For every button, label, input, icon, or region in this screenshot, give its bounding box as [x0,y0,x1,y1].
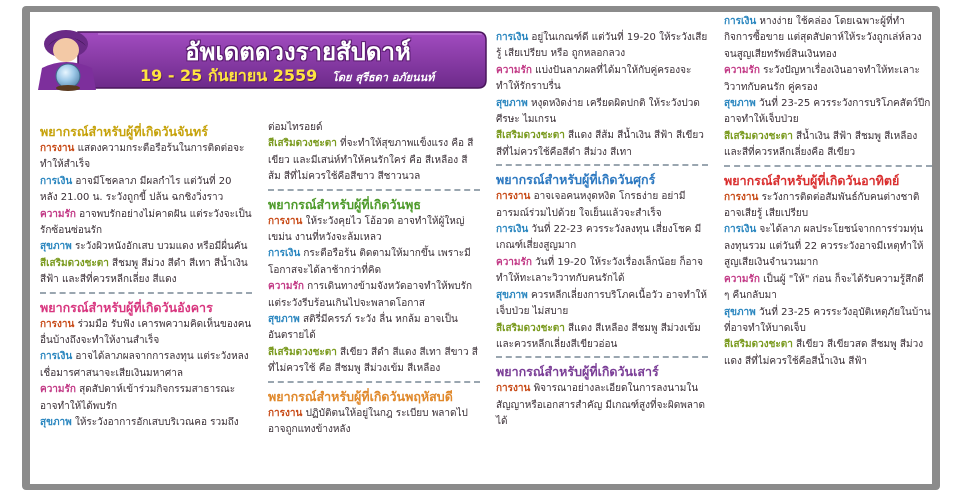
monday-luck [40,256,252,289]
wednesday-work-text: ให้ระวังคุยไว โอ้อวด อาจทำให้ผู้ใหญ่เขม่น งานที่หวังจะล้มเหลว [268,215,465,244]
monday-finance [40,174,252,207]
friday-luck-text: สีแดง สีเหลือง สีชมพู สีม่วงเข้ม และควรหลีกเลี่ยงสีเขียวอ่อน [496,322,701,350]
friday-love-text: วันที่ 19-20 ให้ระวังเรื่องเล็กน้อย ก็อาจทำให้ทะเลาะวิวาทกับคนรักได้ [496,256,703,285]
wednesday-health [268,312,480,345]
sunday-finance [724,222,932,271]
sunday-health-text: วันที่ 23-25 ควรระวังอุบัติเหตุภัยในบ้านที่อาจทำให้บาดเจ็บ [724,306,931,334]
wednesday-finance-text: กระตือรือร้น ติดตามให้มากขึ้น เพราะมีโอกาสจะได้ลาช้ากว่าที่คิด [268,248,471,276]
sunday-love-text: เป็นผู้ "ให้" ก่อน ก็จะได้รับความรู้สึกดี ๆ คืนกลับมา [724,273,924,302]
sunday-finance-text: จะได้ลาภ ผลประโยชน์จากการร่วมทุ่น ลงทุนรวม แต่วันที่ 22 ควรระวังอาจมีเหตุทำให้สูญเสียเงินจำนวนมาก [724,224,924,269]
love-label: ความรัก [496,256,532,268]
thursday-health [496,96,708,129]
finance-label: การเงิน [496,32,529,43]
monday-finance-text: อาจมีโชคลาภ มีผลกำไร แต่วันที่ 20 หลัง 21.00 น. ระวังถูกขี้ ปล้น ฉกชิงวิ่งราว [40,175,232,204]
saturday-work [496,381,708,430]
wednesday-luck [268,345,480,378]
column-2 [268,120,480,439]
saturday-health [724,96,932,129]
section-title-tuesday: พยากรณ์สำหรับผู้ที่เกิดวันอังคาร [40,299,213,315]
love-label: ความรัก [724,65,760,77]
friday-luck [496,321,708,354]
luck-label: สีเสริมดวงชะตา [268,346,337,358]
thursday-work-text: ปฏิบัติตนให้อยู่ในกฎ ระเบียบ พลาดไปอาจถูกแทงข้างหลัง [268,407,468,436]
divider [496,356,708,358]
saturday-finance-text: หางง่าย ใช้คล่อง โดยเฉพาะผู้ที่ทำกิจการซื้อขาย แต่สุดสัปดาห์ให้ระวังถูกเล่ห์ลวงจนสูญเสียทรัพย์สินเงินทอง [724,16,922,60]
saturday-love-text: ระวังปัญหาเรื่องเงินอาจทำให้ทะเลาะวิวาทกับคนรัก คู่ครอง [724,65,920,93]
friday-health [496,288,708,321]
banner-author: โดย สุรีธดา อภัยนนท์ [332,71,435,84]
section-title-sunday: พยากรณ์สำหรับผู้ที่เกิดวันอาทิตย์ [724,172,900,188]
divider [724,165,932,167]
health-label: สุขภาพ [496,289,528,301]
tuesday-finance [40,349,252,382]
work-label: การงาน [724,191,759,203]
tuesday-health-text: ให้ระวังอาการอักเสบบริเวณคอ รวมถึง [74,417,239,429]
monday-health-text: ระวังผิวหนังอักเสบ บวมแดง หรือมีผื่นคัน [74,241,248,253]
section-title-friday: พยากรณ์สำหรับผู้ที่เกิดวันศุกร์ [496,172,656,188]
luck-label: สีเสริมดวงชะตา [496,130,565,142]
luck-label: สีเสริมดวงชะตา [724,339,793,351]
sunday-luck-text: สีเขียว สีเขียวสด สีชมพู สีม่วงแดง สีที่ไม่ควรใช้คือสีน้ำเงิน สีฟ้า [724,339,924,367]
luck-label: สีเสริมดวงชะตา [40,257,109,269]
monday-luck-text: สีชมพู สีม่วง สีดำ สีเทา สีน้ำเงิน สีฟ้า และสีที่ควรหลีกเลี่ยง สีแดง [40,257,248,286]
finance-label: การเงิน [496,224,529,236]
tuesday-love [40,382,252,415]
friday-health-text: ควรหลีกเลี่ยงการบริโภคเนื้อวัว อาจทำให้เจ็บป่วย ไม่สบาย [496,289,707,318]
monday-love-text: อาจพบรักอย่างไม่คาดฝัน แต่ระวังจะเป็นรักซ้อนซ่อนรัก [40,208,252,237]
header-banner [38,28,490,92]
section-title-monday: พยากรณ์สำหรับผู้ที่เกิดวันจันทร์ [40,124,208,139]
section-title-saturday: พยากรณ์สำหรับผู้ที่เกิดวันเสาร์ [496,364,659,380]
tuesday-luck [268,136,480,185]
tuesday-luck-text: ที่จะทำให้สุขภาพแข็งแรง คือ สีเขียว และมีเสน่ห์ทำให้คนรักใคร่ คือ สีเหลือง สีส้ม สีที่ไม่ควรใช้คือสีขาว สีชาวนวล [268,138,474,183]
thursday-work [268,406,480,439]
love-label: ความรัก [496,64,532,76]
saturday-love [724,63,932,96]
saturday-finance [724,14,932,63]
thursday-love-text: แบ่งปันลาภผลที่ได้มาให้กับคู่ครองจะทำให้รักราบรื่น [496,64,692,93]
work-label: การงาน [496,383,531,395]
tuesday-love-text: สุดสัปดาห์เข้าร่วมกิจกรรมสาธารณะอาจทำให้ได้พบรัก [40,384,236,412]
tuesday-finance-text: อาจได้ลาภผลจากการลงทุน แต่ระวังหลงเชื่อมารศาสนาจะเสียเงินมหาศาล [40,351,249,379]
tuesday-health-cont: ต่อมไทรอยด์ [268,122,323,133]
column-4 [724,14,932,370]
saturday-luck-text: สีน้ำเงิน สีฟ้า สีชมพู สีเหลือง และสีที่ควรหลีกเลี่ยงคือ สีเขียว [724,130,918,159]
divider [496,164,708,166]
friday-work [496,189,708,222]
banner-title: อัพเดตดวงรายสัปดาห์ [185,38,411,66]
section-title-thursday: พยากรณ์สำหรับผู้ที่เกิดวันพฤหัสบดี [268,388,453,404]
wednesday-love-text: การเดินทางข้ามจังหวัดอาจทำให้พบรัก แต่ระวังรีบร้อนเกินไปจะพลาดโอกาส [268,281,473,309]
thursday-luck-text: สีแดง สีส้ม สีน้ำเงิน สีฟ้า สีเขียว สีที่ไม่ควรใช้คือสีดำ สีม่วง สีเทา [496,130,704,158]
health-label: สุขภาพ [40,241,72,253]
work-label: การงาน [268,407,303,419]
tuesday-work [40,317,252,350]
tuesday-health [40,415,252,431]
finance-label: การเงิน [268,248,301,260]
saturday-luck [724,129,932,162]
monday-health [40,239,252,255]
thursday-luck [496,128,708,161]
luck-label: สีเสริมดวงชะตา [268,138,337,150]
finance-label: การเงิน [724,16,757,27]
sunday-love [724,272,932,305]
thursday-love [496,63,708,96]
sunday-work-text: ระวังการติดต่อสัมพันธ์กับคนต่างชาติ อาจเสียรู้ เสียเปรียบ [724,191,920,220]
wednesday-work [268,214,480,247]
column-1 [40,118,252,432]
wednesday-love [268,279,480,312]
monday-love [40,207,252,240]
love-label: ความรัก [268,281,304,293]
column-3 [496,30,708,431]
thursday-finance-text: อยู่ในเกณฑ์ดี แต่วันที่ 19-20 ให้ระวังเสียรู้ เสียเปรียบ หรือ ถูกหลอกลวง [496,32,708,60]
thursday-finance [496,30,708,63]
health-label: สุขภาพ [724,306,756,318]
saturday-work-text: พิจารณาอย่างละเอียดในการลงนามในสัญญาหรือเอกสารสำคัญ มีเกณฑ์สูงที่จะผิดพลาดได้ [496,383,706,428]
sunday-health [724,305,932,338]
tuesday-work-text: ร่วมมือ รับฟัง เคารพความคิดเห็นของคนอื่นบ้างถึงจะทำให้งานสำเร็จ [40,318,252,347]
work-label: การงาน [40,318,75,330]
wednesday-health-text: สติรี่มีครรภ์ ระวัง ลื่น หกล้ม อาจเป็นอันตรายได้ [268,314,458,342]
love-label: ความรัก [724,273,760,285]
health-label: สุขภาพ [724,98,756,110]
love-label: ความรัก [40,384,76,396]
work-label: การงาน [268,215,303,227]
divider [268,189,480,191]
work-label: การงาน [40,143,75,154]
wednesday-finance [268,246,480,279]
love-label: ความรัก [40,208,76,220]
fortune-teller-icon [32,28,112,92]
finance-label: การเงิน [40,175,73,187]
sunday-luck [724,337,932,370]
thursday-health-text: หงุดหงิดง่าย เครียดผิดปกติ ให้ระวังปวดศีรษะ ไมเกรน [496,97,700,126]
banner-date: 19 - 25 กันยายน 2559 [140,66,318,85]
friday-work-text: อาจเจอคนหงุดหงิด โกรธง่าย อย่ามีอารมณ์ร่วมไปด้วย ใจเย็นแล้วจะสำเร็จ [496,191,686,219]
friday-love [496,255,708,288]
finance-label: การเงิน [40,351,73,363]
finance-label: การเงิน [724,224,757,236]
monday-work [40,141,252,174]
sunday-work [724,190,932,223]
divider [40,292,252,294]
section-title-wednesday: พยากรณ์สำหรับผู้ที่เกิดวันพุธ [268,196,421,212]
friday-finance-text: วันที่ 22-23 ควรระวังลงทุน เสี่ยงโชค มีเกณฑ์เสี่ยงสูญมาก [496,224,702,252]
friday-finance [496,222,708,255]
work-label: การงาน [496,191,531,203]
divider [268,381,480,383]
wednesday-luck-text: สีเขียว สีดำ สีแดง สีเทา สีขาว สีที่ไม่ควรใช้ คือ สีชมพู สีม่วงเข้ม สีเหลือง [268,346,478,375]
monday-work-text: แสดงความกระตือรือร้นในการติดต่อจะทำให้สำเร็จ [40,143,245,171]
health-label: สุขภาพ [40,417,72,429]
health-label: สุขภาพ [268,314,300,326]
luck-label: สีเสริมดวงชะตา [496,322,565,334]
health-label: สุขภาพ [496,97,528,109]
luck-label: สีเสริมดวงชะตา [724,130,793,142]
saturday-health-text: วันที่ 23-25 ควรระวังการบริโภคสัตว์ปีก อาจทำให้เจ็บป่วย [724,98,931,126]
